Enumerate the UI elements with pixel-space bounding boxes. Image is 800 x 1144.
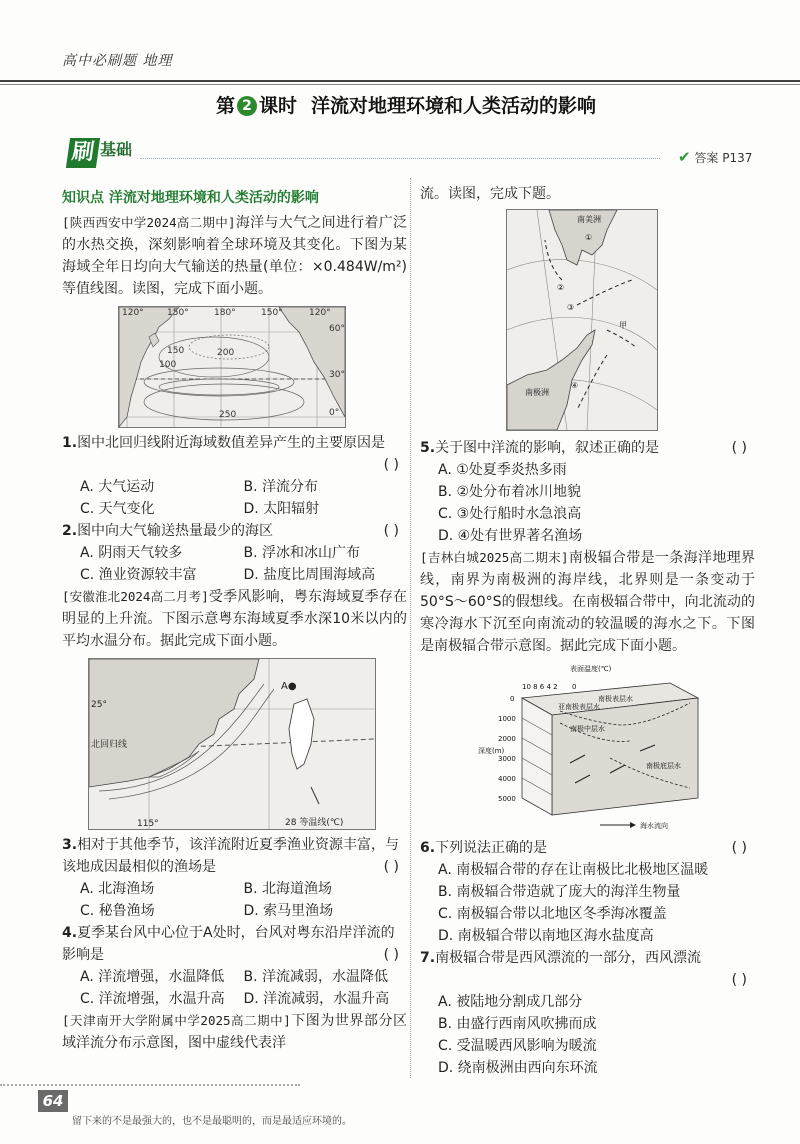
- label-4: ④: [571, 381, 579, 390]
- option-6b[interactable]: B. 南极辐合带造就了庞大的海洋生物量: [438, 884, 681, 900]
- right-column: [420, 183, 755, 1079]
- question-5: 5.关于图中洋流的影响，叙述正确的是 ( ): [420, 437, 755, 459]
- option-4d[interactable]: D. 洋流减弱，水温升高: [243, 991, 390, 1007]
- surface-temp-label: 表面温度(℃): [570, 665, 612, 673]
- option-1c[interactable]: C. 天气变化: [80, 501, 155, 517]
- option-2a[interactable]: A. 阴雨天气较多: [80, 545, 183, 561]
- header-rule-thin: [0, 84, 800, 85]
- option-5c[interactable]: C. ③处行船时水急浪高: [438, 506, 582, 522]
- option-7c[interactable]: C. 受温暖西风影响为暖流: [438, 1038, 597, 1054]
- intro-passage-3: [天津南开大学附属中学2025高二期中]下图为世界部分区域洋流分布示意图，图中虚线代表洋: [62, 1013, 407, 1051]
- lat-25-label: 25°: [91, 700, 107, 710]
- option-3c[interactable]: C. 秘鲁渔场: [80, 903, 155, 919]
- footer-motto: 留下来的不是最强大的，也不是最聪明的，而是最适应环境的。: [72, 1116, 352, 1127]
- intro-passage-1: [陕西西安中学2024高二期中]海洋与大气之间进行着广泛的水热交换，深刻影响着全球环境及其变化。下图为某海域全年日均向大气输送的热量(单位：×0.484W/m²)等值线图。读图，完成下面小题。: [62, 215, 407, 297]
- option-3d[interactable]: D. 索马里渔场: [243, 903, 334, 919]
- flow-direction-label: 海水流向: [640, 822, 668, 830]
- layer-antarctic-bottom: 南极底层水: [646, 762, 681, 770]
- intro-passage-4: [吉林白城2025高二期末]南极辐合带是一条海洋地理界线，南界为南极洲的海岸线，北界则是一条变动于50°S～60°S的假想线。在南极辐合带中，向北流动的寒冷海水下沉至向南流动的较温暖的海水之下。下图是南极辐合带示意图。据此完成下面小题。: [420, 550, 756, 654]
- answer-blank-3[interactable]: ( ): [383, 859, 399, 875]
- question-7: 7.南极辐合带是西风漂流的一部分，西风漂流: [420, 950, 702, 966]
- depth-4000: 4000: [498, 775, 516, 783]
- option-4c[interactable]: C. 洋流增强，水温升高: [80, 991, 225, 1007]
- section-rule: [140, 158, 660, 159]
- lon-label-120w: 120°: [122, 308, 144, 318]
- answer-blank-1[interactable]: ( ): [383, 457, 399, 473]
- tropic-label: 北回归线: [91, 740, 128, 750]
- option-7b[interactable]: B. 由盛行西南风吹拂而成: [438, 1016, 597, 1032]
- intro-passage-3-cont: 流。读图，完成下题。: [420, 186, 560, 202]
- question-3: 3.相对于其他季节，该洋流附近夏季渔业资源丰富，与该地成因最相似的渔场是 ( ): [62, 834, 407, 878]
- option-2c[interactable]: C. 渔业资源较丰富: [80, 567, 197, 583]
- left-column: [62, 188, 407, 1054]
- option-5a[interactable]: A. ①处夏季炎热多雨: [438, 462, 567, 478]
- lon-label-120e: 120°: [309, 308, 331, 318]
- contour-100: 100: [159, 360, 177, 370]
- lat-label-60: 60°: [329, 324, 345, 334]
- option-7a[interactable]: A. 被陆地分割成几部分: [438, 994, 583, 1010]
- option-4b[interactable]: B. 洋流减弱，水温降低: [243, 969, 389, 985]
- answer-blank-2[interactable]: ( ): [383, 523, 399, 539]
- lat-label-0: 0°: [329, 408, 340, 418]
- option-2b[interactable]: B. 浮冰和冰山广布: [243, 545, 361, 561]
- footer-dots: [0, 1084, 300, 1086]
- depth-axis-label: 深度(m): [478, 747, 505, 755]
- convergence-zone-diagram-svg: [460, 663, 710, 833]
- question-6: 6.下列说法正确的是 ( ): [420, 837, 755, 859]
- lat-label-30: 30°: [329, 370, 345, 380]
- isotherm-legend: 28 等温线(℃): [285, 818, 344, 828]
- option-5d[interactable]: D. ④处有世界著名渔场: [438, 528, 583, 544]
- option-7d[interactable]: D. 绕南极洲由西向东环流: [438, 1060, 598, 1076]
- option-4a[interactable]: A. 洋流增强，水温降低: [80, 969, 225, 985]
- temp-ticks: 10 8 6 4 2: [522, 683, 558, 691]
- question-1: 1.图中北回归线附近海域数值差异产生的主要原因是: [62, 435, 386, 451]
- page-number: 64: [38, 1090, 68, 1112]
- depth-3000: 3000: [498, 755, 516, 763]
- contour-200: 200: [217, 348, 235, 358]
- knowledge-point-heading: 知识点 洋流对地理环境和人类活动的影响: [62, 190, 319, 206]
- lon-label-180: 180°: [214, 308, 236, 318]
- label-2: ②: [557, 283, 565, 292]
- check-icon: ✔: [678, 148, 691, 166]
- option-3a[interactable]: A. 北海渔场: [80, 881, 155, 897]
- depth-0: 0: [510, 695, 515, 703]
- question-2: 2.图中向大气输送热量最少的海区 ( ): [62, 520, 407, 542]
- label-3: ③: [567, 303, 575, 312]
- layer-antarctic-intermediate: 南极中层水: [570, 725, 605, 733]
- lesson-title-text: 洋流对地理环境和人类活动的影响: [311, 95, 597, 117]
- column-divider: [410, 178, 411, 1078]
- layer-antarctic-surface: 南极表层水: [598, 695, 633, 703]
- label-1: ①: [585, 233, 593, 242]
- convergence-zone-diagram: [460, 663, 710, 833]
- point-a-label: A●: [281, 681, 297, 692]
- option-6c[interactable]: C. 南极辐合带以北地区冬季海冰覆盖: [438, 906, 667, 922]
- answer-blank-5[interactable]: ( ): [731, 440, 747, 456]
- depth-5000: 5000: [498, 795, 516, 803]
- contour-150: 150: [167, 346, 185, 356]
- southern-ocean-current-map: [506, 209, 658, 431]
- answer-blank-7[interactable]: ( ): [731, 972, 747, 988]
- option-5b[interactable]: B. ②处分布着冰川地貌: [438, 484, 582, 500]
- guangdong-sst-map: [88, 658, 376, 830]
- contour-250: 250: [219, 410, 237, 420]
- option-1d[interactable]: D. 太阳辐射: [243, 501, 320, 517]
- options-q4: [62, 966, 407, 1010]
- lon-label-150e: 150°: [167, 308, 189, 318]
- options-q2: [62, 542, 407, 586]
- question-4: 4.夏季某台风中心位于A处时，台风对粤东沿岸洋流的影响是 ( ): [62, 922, 407, 966]
- southern-ocean-current-map-svg: [507, 210, 657, 430]
- temp-zero: 0: [572, 683, 577, 691]
- answer-blank-4[interactable]: ( ): [383, 947, 399, 963]
- depth-2000: 2000: [498, 735, 516, 743]
- option-1a[interactable]: A. 大气运动: [80, 479, 155, 495]
- label-jia: 甲: [619, 321, 627, 330]
- option-1b[interactable]: B. 洋流分布: [243, 479, 319, 495]
- label-antarctica: 南极洲: [525, 388, 549, 397]
- option-6d[interactable]: D. 南极辐合带以南地区海水盐度高: [438, 928, 654, 944]
- option-6a[interactable]: A. 南极辐合带的存在让南极比北极地区温暖: [438, 862, 709, 878]
- option-3b[interactable]: B. 北海道渔场: [243, 881, 333, 897]
- answer-blank-6[interactable]: ( ): [731, 840, 747, 856]
- guangdong-sst-map-svg: [89, 659, 375, 829]
- option-2d[interactable]: D. 盐度比周围海域高: [243, 567, 376, 583]
- lesson-number-badge: 2: [237, 96, 257, 116]
- book-header: 高中必刷题 地理: [62, 53, 173, 69]
- depth-1000: 1000: [498, 715, 516, 723]
- section-badge: 刷 基础: [68, 137, 132, 169]
- options-q3: [62, 878, 407, 922]
- answer-reference: ✔ 答案 P137: [678, 148, 753, 166]
- heat-flux-map-svg: [119, 307, 345, 427]
- heat-flux-map: [118, 306, 346, 428]
- options-q1: [62, 476, 407, 520]
- label-south-america: 南美洲: [577, 215, 601, 224]
- lesson-title: 第 2 课时 洋流对地理环境和人类活动的影响: [216, 95, 597, 117]
- header-rule: [0, 80, 800, 82]
- lon-label-150w: 150°: [261, 308, 283, 318]
- intro-passage-2: [安徽淮北2024高二月考]受季风影响，粤东海域夏季存在明显的上升流。下图示意粤东海域夏季水深10米以内的平均水温分布。据此完成下面小题。: [62, 589, 408, 649]
- layer-subantarctic-surface: 亚南极表层水: [558, 703, 600, 711]
- lon-115-label: 115°: [137, 819, 159, 829]
